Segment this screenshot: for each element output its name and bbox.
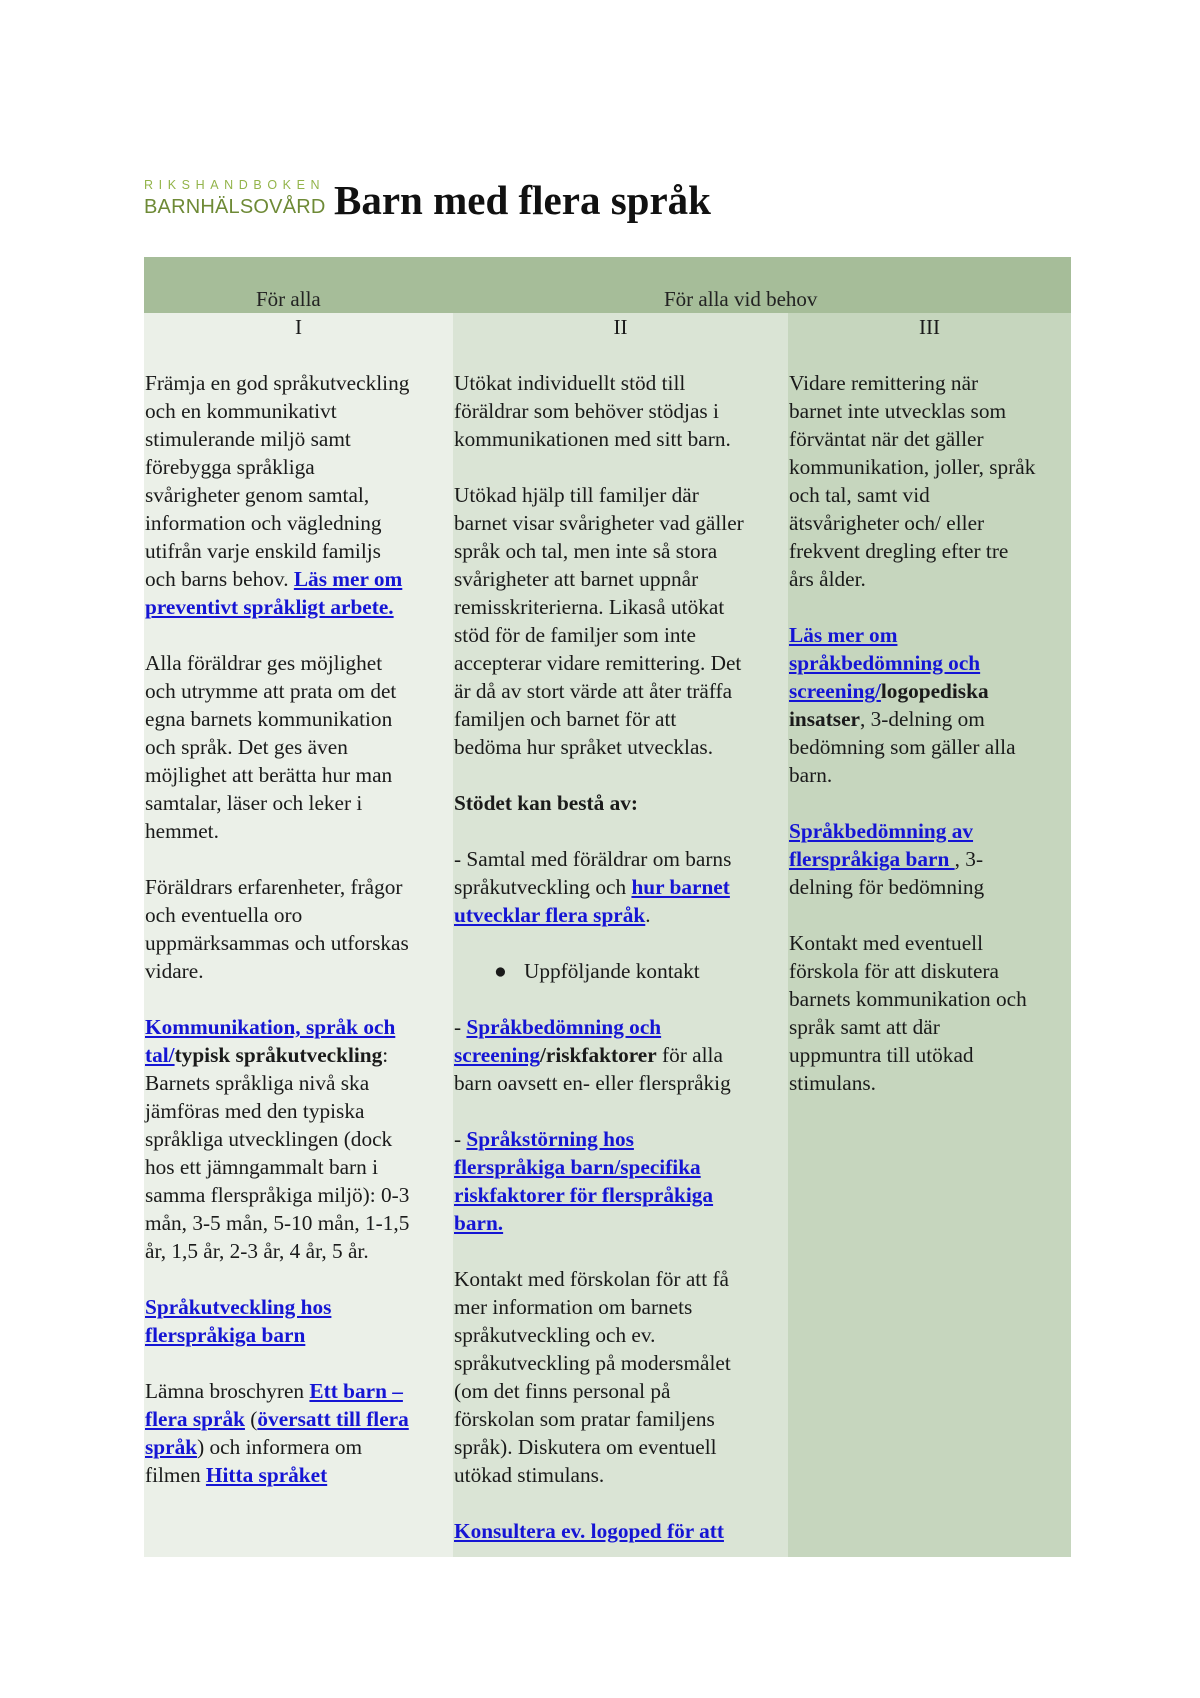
text-line: svårigheter att barnet uppnår [454, 567, 699, 591]
text-line: Utökad hjälp till familjer där [454, 483, 699, 507]
text-line: barnets kommunikation och [789, 987, 1027, 1011]
link-text: flerspråkiga barn/specifika [454, 1155, 701, 1179]
link-consult-speech-therapist[interactable]: Konsultera ev. logoped för att [454, 1519, 724, 1543]
link-text: tal/ [145, 1043, 175, 1067]
text-line: hemmet. [145, 819, 219, 843]
text-line: förebygga språkliga [145, 455, 315, 479]
column-level-1 [144, 313, 453, 1557]
text-line: Främja en god språkutveckling [145, 371, 410, 395]
column-2-body [453, 369, 788, 1545]
text-line: och barns behov. [145, 567, 294, 591]
text-line: förskola för att diskutera [789, 959, 999, 983]
link-language-development-multilingual[interactable] [145, 1295, 331, 1347]
text-line: jämföras med den typiska [145, 1099, 365, 1123]
col2-support-heading: Stödet kan bestå av: [454, 791, 638, 815]
text-line: frekvent dregling efter tre [789, 539, 1009, 563]
text: språkutveckling och [454, 875, 632, 899]
text-line: Alla föräldrar ges möjlighet [145, 651, 383, 675]
text-line: information och vägledning [145, 511, 382, 535]
text: ( [244, 1407, 258, 1431]
text-line: hos ett jämngammalt barn i [145, 1155, 379, 1179]
text-line: samtalar, läser och leker i [145, 791, 363, 815]
text-line: förskolan som pratar familjens [454, 1407, 715, 1431]
bold-text: insatser [789, 707, 860, 731]
text-line: Barnets språkliga nivå ska [145, 1071, 370, 1095]
col3-paragraph-1 [789, 369, 1071, 593]
text-line: språkliga utvecklingen (dock [145, 1127, 393, 1151]
logo-line-2: BARNHÄLSOVÅRD [144, 196, 326, 218]
text-line: barnet visar svårigheter vad gäller [454, 511, 744, 535]
text-line: kommunikationen med sitt barn. [454, 427, 731, 451]
link-text: flerspråkiga barn [145, 1323, 306, 1347]
text-line: möjlighet att berätta hur man [145, 763, 393, 787]
text-line: barnet inte utvecklas som [789, 399, 1007, 423]
text-line: språk och tal, men inte så stora [454, 539, 718, 563]
text-line: och tal, samt vid [789, 483, 930, 507]
text-line: mån, 3-5 mån, 5-10 mån, 1-1,5 [145, 1211, 410, 1235]
col3-paragraph-2 [789, 621, 1071, 789]
link-film-hitta-spraket[interactable] [206, 1463, 327, 1487]
text-line: stöd för de familjer som inte [454, 623, 696, 647]
bullet-item [454, 957, 788, 985]
text-line: stimulans. [789, 1071, 876, 1095]
link-text: språkbedömning och [789, 651, 981, 675]
table-header-row [144, 257, 1071, 313]
text: filmen [145, 1463, 206, 1487]
text: för alla [656, 1043, 723, 1067]
col2-paragraph-7 [454, 1265, 788, 1489]
text-line: språkutveckling på modersmålet [454, 1351, 731, 1375]
column-1-body [144, 369, 453, 1489]
col2-paragraph-5 [454, 1013, 788, 1097]
text-line: accepterar vidare remittering. Det [454, 651, 742, 675]
col3-paragraph-4 [789, 929, 1071, 1097]
text-line: svårigheter genom samtal, [145, 483, 370, 507]
text-line: Utökat individuellt stöd till [454, 371, 686, 395]
col1-paragraph-2 [145, 649, 453, 845]
text-line: remisskriterierna. Likaså utökat [454, 595, 725, 619]
link-text: Kommunikation, språk och [145, 1015, 396, 1039]
text-line: - Samtal med föräldrar om barns [454, 847, 732, 871]
col1-paragraph-4 [145, 1013, 453, 1265]
text-line: och en kommunikativt [145, 399, 337, 423]
text-line: och språk. Det ges även [145, 735, 348, 759]
text-line: språkutveckling och ev. [454, 1323, 656, 1347]
column-level-3 [788, 313, 1071, 1557]
text-line: föräldrar som behöver stödjas i [454, 399, 719, 423]
text-line: vidare. [145, 959, 204, 983]
col2-paragraph-6 [454, 1125, 788, 1237]
link-text: översatt till flera [257, 1407, 409, 1431]
text-line: mer information om barnets [454, 1295, 693, 1319]
header-for-all: För alla [256, 287, 321, 311]
text-line: uppmärksammas och utforskas [145, 931, 409, 955]
text: : [382, 1043, 389, 1067]
link-text: Språkutveckling hos [145, 1295, 332, 1319]
logo-line-1: RIKSHANDBOKEN [144, 178, 326, 192]
text-line: barn oavsett en- eller flerspråkig [454, 1071, 731, 1095]
text-line: förväntat när det gäller [789, 427, 984, 451]
rikshandboken-logo[interactable] [144, 178, 334, 222]
text-line: är då av stort värde att åter träffa [454, 679, 733, 703]
col1-paragraph-5 [145, 1293, 453, 1349]
text-line: delning för bedömning [789, 875, 985, 899]
page-title: Barn med flera språk [334, 177, 711, 223]
column-level-2 [453, 313, 788, 1557]
text-line: samma flerspråkiga miljö): 0-3 [145, 1183, 410, 1207]
col1-paragraph-1 [145, 369, 453, 621]
column-number-1: I [295, 315, 302, 339]
text-line: utifrån varje enskild familjs [145, 539, 381, 563]
text: . [645, 903, 651, 927]
text-line: år, 1,5 år, 2-3 år, 4 år, 5 år. [145, 1239, 369, 1263]
text-line: och eventuella oro [145, 903, 303, 927]
link-text: preventivt språkligt arbete. [145, 595, 394, 619]
col2-paragraph-8 [454, 1517, 788, 1545]
text: - [454, 1015, 467, 1039]
link-text: Språkbedömning och [466, 1015, 662, 1039]
link-text: Hitta språket [205, 1463, 328, 1487]
text-line: Vidare remittering när [789, 371, 979, 395]
link-text: språk [145, 1435, 198, 1459]
text-line: Kontakt med förskolan för att få [454, 1267, 729, 1291]
text-line: familjen och barnet för att [454, 707, 677, 731]
col1-paragraph-6 [145, 1377, 453, 1489]
text-line: och utrymme att prata om det [145, 679, 397, 703]
column-number-2: II [613, 315, 628, 339]
bold-text: /riskfaktorer [539, 1043, 657, 1067]
col2-paragraph-2 [454, 481, 788, 761]
text-line: uppmuntra till utökad [789, 1043, 974, 1067]
text-line: stimulerande miljö samt [145, 427, 351, 451]
text: Lämna broschyren [145, 1379, 310, 1403]
link-text: hur barnet [631, 875, 730, 899]
link-assessment-multilingual-children[interactable] [789, 819, 973, 871]
text-line: ätsvårigheter och/ eller [789, 511, 985, 535]
text-line: Kontakt med eventuell [789, 931, 983, 955]
col2-paragraph-4 [454, 845, 788, 929]
link-text: barn. [454, 1211, 504, 1235]
text-line: språk samt att där [789, 1015, 940, 1039]
link-text: flerspråkiga barn [789, 847, 955, 871]
text-line: bedöma hur språket utvecklas. [454, 735, 714, 759]
bullet-dot-icon: ● [494, 959, 507, 983]
text: - [454, 1127, 467, 1151]
column-3-body [788, 369, 1071, 1097]
col1-paragraph-3 [145, 873, 453, 985]
link-text: Läs mer om [293, 567, 403, 591]
care-levels-table [144, 257, 1071, 1557]
text-line: egna barnets kommunikation [145, 707, 393, 731]
text: ) och informera om [197, 1435, 363, 1459]
text-line: bedömning som gäller alla [789, 735, 1016, 759]
text-line: kommunikation, joller, språk [789, 455, 1036, 479]
col2-paragraph-1 [454, 369, 788, 453]
link-text: Ett barn – [309, 1379, 403, 1403]
text-line: Föräldrars erfarenheter, frågor [145, 875, 403, 899]
link-language-disorder-multilingual[interactable] [454, 1127, 713, 1235]
text-line: barn. [789, 763, 833, 787]
link-text: screening/ [789, 679, 881, 703]
column-number-3: III [919, 315, 940, 339]
text-line: utökad stimulans. [454, 1463, 605, 1487]
link-text: Språkbedömning av [789, 819, 974, 843]
link-text: screening [454, 1043, 540, 1067]
header-for-all-when-needed: För alla vid behov [664, 287, 818, 311]
text-line: (om det finns personal på [454, 1379, 671, 1403]
bold-text: logopediska [880, 679, 989, 703]
link-text: Språkstörning hos [466, 1127, 634, 1151]
bullet-text: Uppföljande kontakt [524, 959, 700, 983]
col3-paragraph-3 [789, 817, 1071, 901]
text: , 3-delning om [859, 707, 985, 731]
link-text: riskfaktorer för flerspråkiga [454, 1183, 714, 1207]
text: , 3- [954, 847, 984, 871]
link-text: flera språk [145, 1407, 245, 1431]
bold-text: typisk språkutveckling [174, 1043, 383, 1067]
link-text: Läs mer om [789, 623, 898, 647]
text-line: års ålder. [789, 567, 866, 591]
link-text: utvecklar flera språk [454, 903, 646, 927]
text-line: språk). Diskutera om eventuell [454, 1435, 717, 1459]
